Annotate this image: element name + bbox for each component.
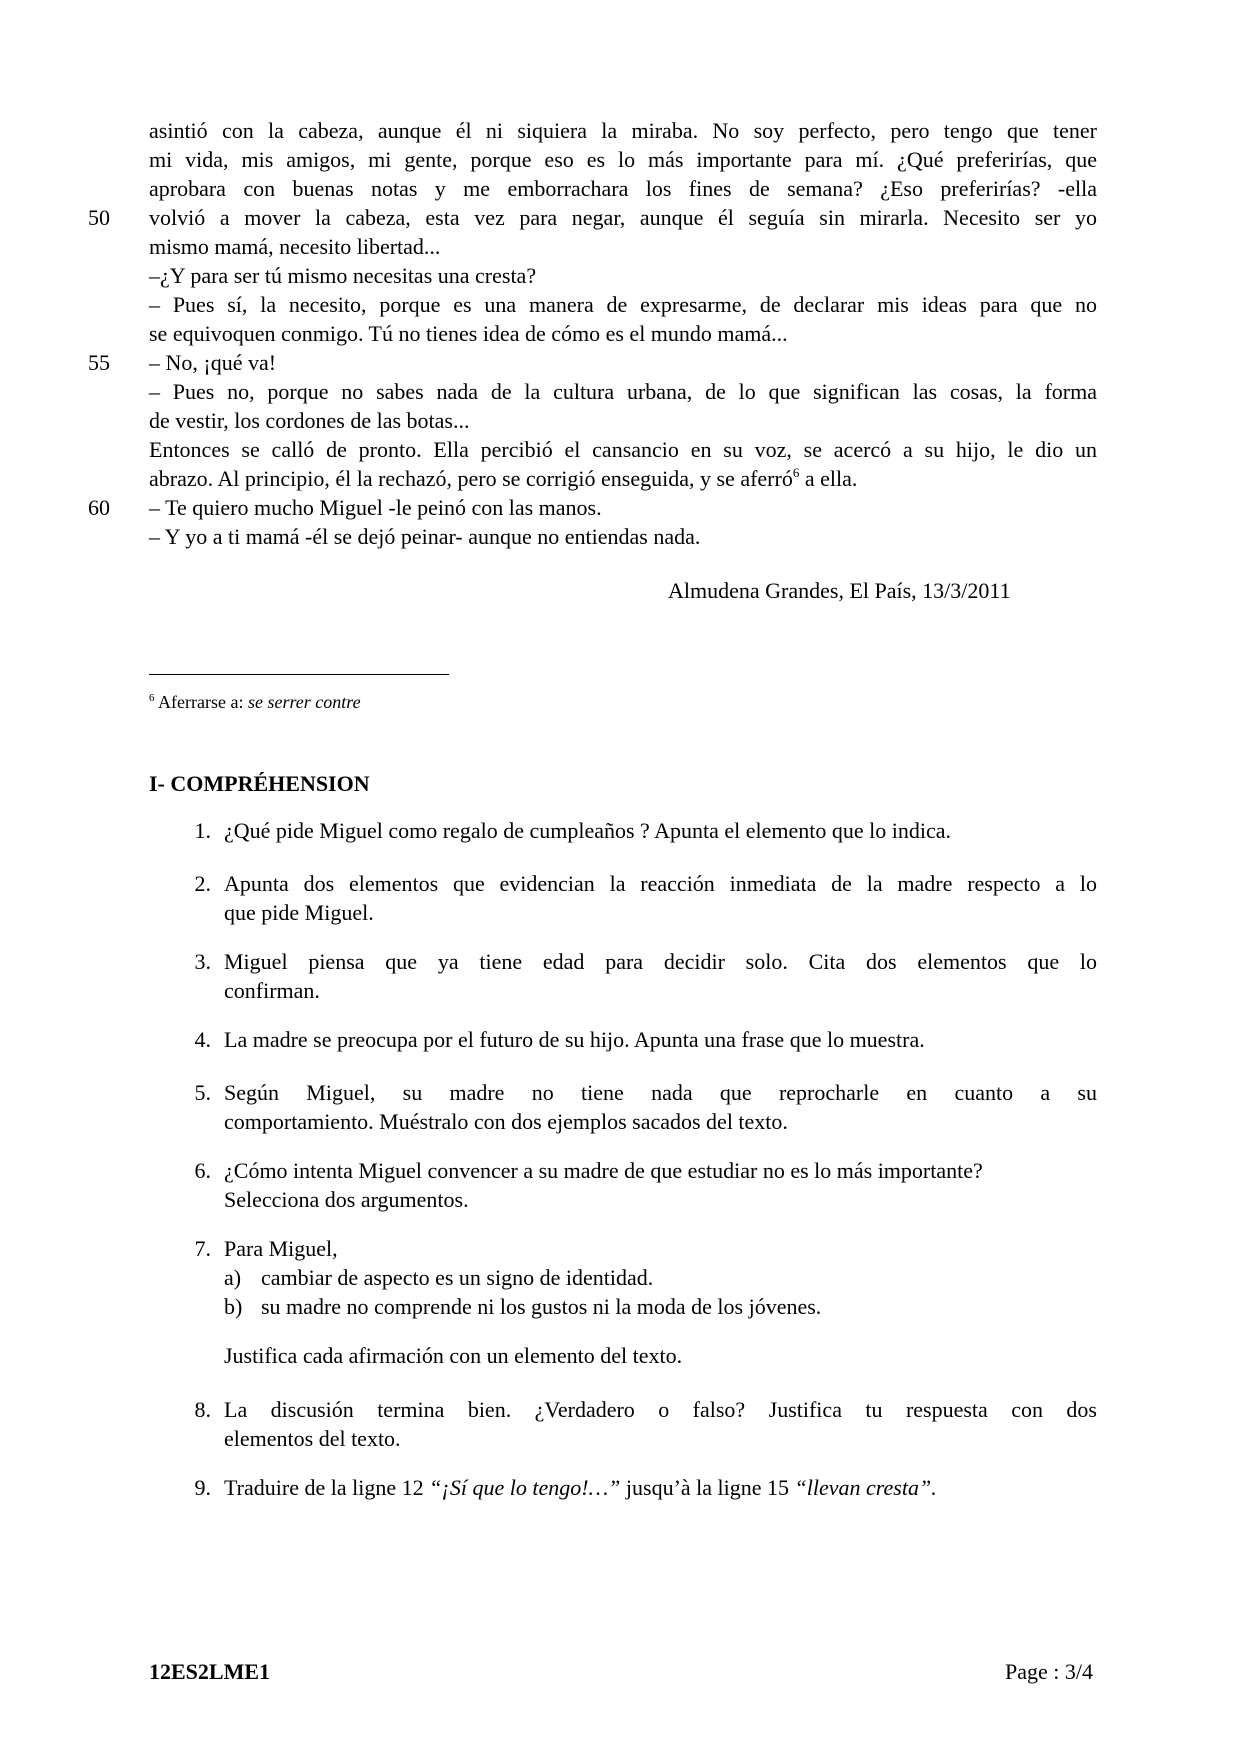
question-number: 8.: [194, 1397, 211, 1422]
footnote-translation: se serrer contre: [247, 692, 361, 712]
footnote-term: Aferrarse a:: [158, 692, 248, 712]
question-text: [224, 1475, 937, 1501]
sub-item-label: b): [224, 1294, 243, 1319]
question-text: La madre se preocupa por el futuro de su hijo. Apunta una frase que lo muestra.: [224, 1027, 925, 1052]
passage-line: mi vida, mis amigos, mi gente, porque eso es lo más importante para mí. ¿Qué preferirías, que: [149, 147, 1097, 172]
page-number: Page : 3/4: [1005, 1659, 1093, 1684]
passage-line: – Te quiero mucho Miguel -le peinó con las manos.: [149, 495, 602, 520]
quote-end: “llevan cresta”.: [794, 1475, 937, 1500]
question-number: 6.: [194, 1158, 211, 1183]
question-text: Para Miguel,: [224, 1236, 338, 1261]
sub-item-label: a): [224, 1265, 242, 1290]
footnote-number: 6: [149, 692, 155, 704]
source-citation: Almudena Grandes, El País, 13/3/2011: [668, 578, 1011, 603]
question-instruction: Justifica cada afirmación con un elemento del texto.: [224, 1343, 683, 1368]
exam-code: 12ES2LME1: [149, 1659, 271, 1684]
question-number: 4.: [194, 1027, 211, 1052]
passage-line: asintió con la cabeza, aunque él ni siquiera la miraba. No soy perfecto, pero tengo que tener: [149, 118, 1097, 143]
passage-line: –¿Y para ser tú mismo necesitas una cresta?: [149, 263, 537, 288]
passage-line: volvió a mover la cabeza, esta vez para negar, aunque él seguía sin mirarla. Necesito ser yo: [149, 205, 1097, 230]
question-number: 1.: [194, 818, 211, 843]
question-text: Miguel piensa que ya tiene edad para decidir solo. Cita dos elementos que lo: [224, 949, 1097, 974]
line-number: 50: [88, 205, 110, 230]
footnote-ref: 6: [792, 465, 800, 480]
question-number: 9.: [194, 1475, 211, 1500]
section-title: I- COMPRÉHENSION: [149, 771, 370, 796]
question-text: La discusión termina bien. ¿Verdadero o falso? Justifica tu respuesta con dos: [224, 1397, 1097, 1422]
question-text: confirman.: [224, 978, 320, 1003]
question-middle: jusqu’à la ligne 15: [620, 1475, 795, 1500]
question-text: Selecciona dos argumentos.: [224, 1187, 469, 1212]
passage-line: – Pues no, porque no sabes nada de la cultura urbana, de lo que significan las cosas, la forma: [149, 379, 1097, 404]
question-text: Según Miguel, su madre no tiene nada que reprocharle en cuanto a su: [224, 1080, 1097, 1105]
question-text: que pide Miguel.: [224, 900, 374, 925]
footnote: [149, 692, 361, 713]
passage-line: mismo mamá, necesito libertad...: [149, 234, 441, 259]
question-number: 2.: [194, 871, 211, 896]
passage-line: – Y yo a ti mamá -él se dejó peinar- aunque no entiendas nada.: [149, 524, 701, 549]
sub-item-text: su madre no comprende ni los gustos ni la moda de los jóvenes.: [261, 1294, 822, 1319]
question-text: elementos del texto.: [224, 1426, 401, 1451]
question-text: ¿Cómo intenta Miguel convencer a su madre de que estudiar no es lo más importante?: [224, 1158, 983, 1183]
footnote-divider: [149, 674, 449, 675]
passage-line: de vestir, los cordones de las botas...: [149, 408, 470, 433]
question-number: 5.: [194, 1080, 211, 1105]
question-text: comportamiento. Muéstralo con dos ejemplos sacados del texto.: [224, 1109, 788, 1134]
line-number: 60: [88, 495, 110, 520]
question-prefix: Traduire de la ligne 12: [224, 1475, 430, 1500]
passage-line-text: abrazo. Al principio, él la rechazó, pero se corrigió enseguida, y se aferró: [149, 466, 793, 491]
passage-line: Entonces se calló de pronto. Ella percibió el cansancio en su voz, se acercó a su hijo, le dio un: [149, 437, 1097, 462]
question-text: Apunta dos elementos que evidencian la reacción inmediata de la madre respecto a lo: [224, 871, 1097, 896]
question-number: 3.: [194, 949, 211, 974]
question-number: 7.: [194, 1236, 211, 1261]
sub-item-text: cambiar de aspecto es un signo de identidad.: [261, 1265, 654, 1290]
passage-line: aprobara con buenas notas y me emborrachara los fines de semana? ¿Eso preferirías? -ella: [149, 176, 1097, 201]
passage-line: se equivoquen conmigo. Tú no tienes idea de cómo es el mundo mamá...: [149, 321, 788, 346]
line-number: 55: [88, 350, 110, 375]
question-text: ¿Qué pide Miguel como regalo de cumpleaños ? Apunta el elemento que lo indica.: [224, 818, 951, 843]
quote-start: “¡Sí que lo tengo!…”: [429, 1475, 621, 1500]
passage-line-with-footnote: [149, 466, 857, 492]
passage-line: – Pues sí, la necesito, porque es una manera de expresarme, de declarar mis ideas para que no: [149, 292, 1097, 317]
passage-line-suffix: a ella.: [799, 466, 858, 491]
passage-line: – No, ¡qué va!: [149, 350, 277, 375]
